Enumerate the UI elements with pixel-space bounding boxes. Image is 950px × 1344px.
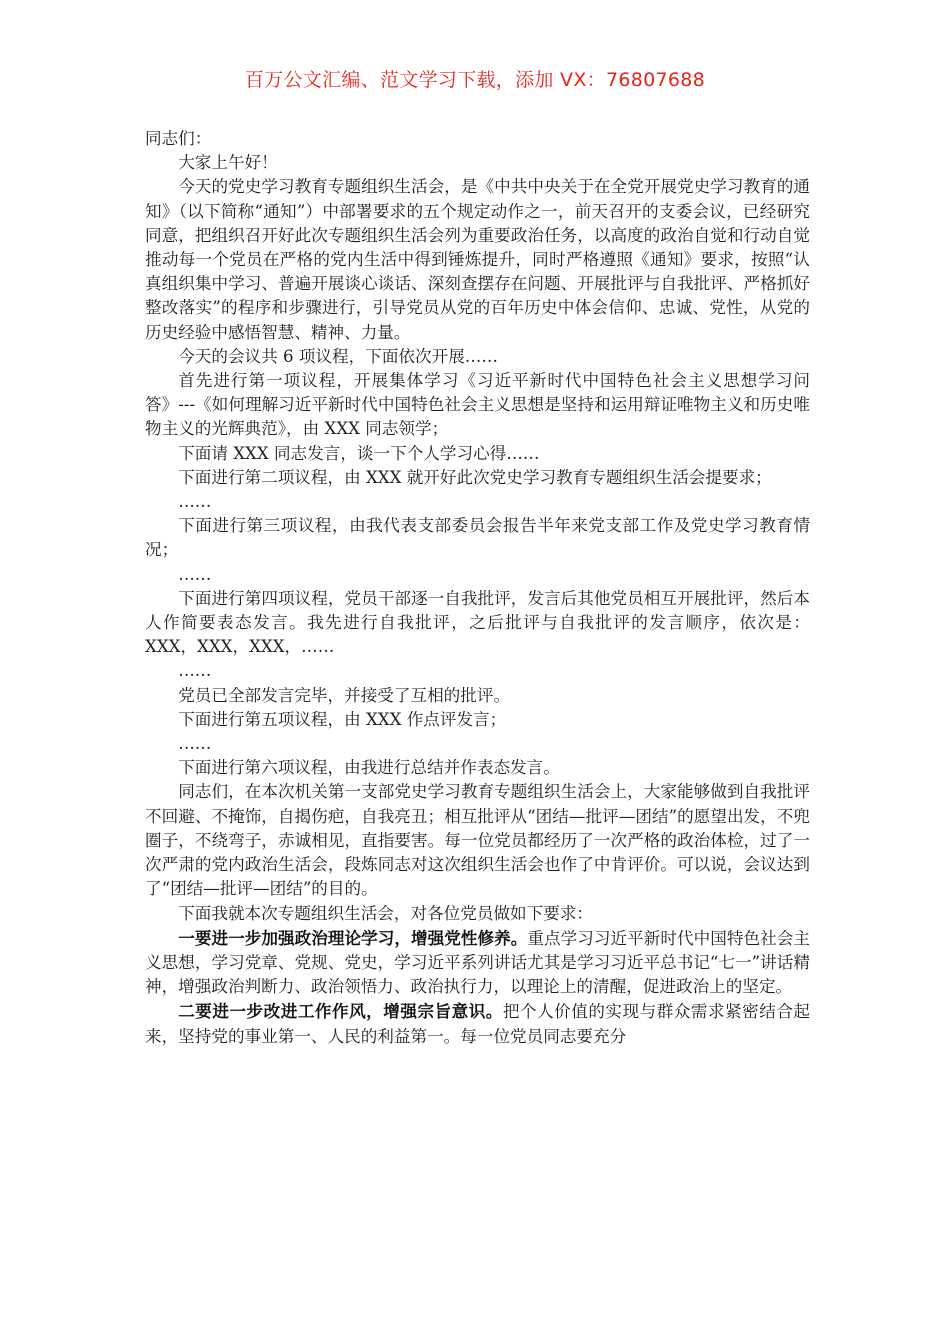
paragraph-agenda-1: 首先进行第一项议程，开展集体学习《习近平新时代中国特色社会主义思想学习问答》---《如何理解习近平新时代中国特色社会主义思想是坚持和运用辩证唯物主义和历史唯物主义的光辉典范》，由 XXX 同志领学； <box>145 371 810 439</box>
requirement-2-heading: 二要进一步改进工作作风，增强宗旨意识。 <box>178 1001 503 1022</box>
salutation: 同志们： <box>145 129 212 148</box>
paragraph-agenda-2: 下面进行第二项议程，由 XXX 就开好此次党史学习教育专题组织生活会提要求； <box>178 467 772 487</box>
document-body <box>145 127 810 1049</box>
paragraph-ellipsis: …… <box>178 661 212 681</box>
paragraph-intro: 今天的党史学习教育专题组织生活会，是《中共中央关于在全党开展党史学习教育的通知》（以下简称“通知”）中部署要求的五个规定动作之一，前天召开的支委会议，已经研究同意，把组织召开好此次专题组织生活会列为重要政治任务，以高度的政治自觉和行动自觉推动每一个党员在严格的党内生活中得到锤炼提升，同时严格遵照《通知》要求，按照“认真组织集中学习、普遍开展谈心谈话、深刻查摆存在问题、开展批评与自我批评、严格抓好整改落实”的程序和步骤进行，引导党员从党的百年历史中体会信仰、忠诚、党性，从党的历史经验中感悟智慧、精神、力量。 <box>145 177 810 342</box>
paragraph-ellipsis: …… <box>178 734 212 754</box>
paragraph-agenda-4: 下面进行第四项议程，党员干部逐一自我批评，发言后其他党员相互开展批评，然后本人作简要表态发言。我先进行自我批评，之后批评与自我批评的发言顺序，依次是：XXX，XXX，XXX，…… <box>145 588 810 657</box>
paragraph-agenda-6: 下面进行第六项议程，由我进行总结并作表态发言。 <box>178 758 560 778</box>
paragraph-requirements-intro: 下面我就本次专题组织生活会，对各位党员做如下要求： <box>178 903 594 923</box>
paragraph-requirement-2: 二要进一步改进工作作风，增强宗旨意识。把个人价值的实现与群众需求紧密结合起来，坚持党的事业第一、人民的利益第一。每一位党员同志要充分 <box>145 1001 811 1046</box>
paragraph-greeting: 大家上午好！ <box>178 153 278 173</box>
paragraph-ellipsis: …… <box>178 564 212 584</box>
paragraph-agenda-overview: 今天的会议共 6 项议程，下面依次开展…… <box>178 346 498 366</box>
promo-header: 百万公文汇编、范文学习下载，添加 VX：76807688 <box>244 69 706 91</box>
paragraph-requirement-1: 一要进一步加强政治理论学习，增强党性修养。重点学习习近平新时代中国特色社会主义思想，学习党章、党规、党史，学习近平系列讲话尤其是学习习近平总书记“七一”讲话精神，增强政治判断力、政治领悟力、政治执行力，以理论上的清醒，促进政治上的坚定。 <box>145 927 811 997</box>
paragraph-speeches-done: 党员已全部发言完毕，并接受了互相的批评。 <box>178 685 511 705</box>
paragraph-summary: 同志们，在本次机关第一支部党史学习教育专题组织生活会上，大家能够做到自我批评不回避、不掩饰，自揭伤疤，自我亮丑；相互批评从“团结—批评—团结”的愿望出发，不兜圈子，不绕弯子，赤诚相见，直指要害。每一位党员都经历了一次严格的政治体检，过了一次严肃的党内政治生活会，段炼同志对这次组织生活会也作了中肯评价。可以说，会议达到了“团结—批评—团结”的目的。 <box>145 782 810 899</box>
paragraph-speaker: 下面请 XXX 同志发言，谈一下个人学习心得…… <box>178 443 540 463</box>
paragraph-ellipsis: …… <box>178 492 212 512</box>
paragraph-agenda-5: 下面进行第五项议程，由 XXX 作点评发言； <box>178 709 507 729</box>
requirement-1-heading: 一要进一步加强政治理论学习，增强党性修养。 <box>178 927 528 948</box>
paragraph-agenda-3: 下面进行第三项议程，由我代表支部委员会报告半年来党支部工作及党史学习教育情况； <box>145 516 810 560</box>
